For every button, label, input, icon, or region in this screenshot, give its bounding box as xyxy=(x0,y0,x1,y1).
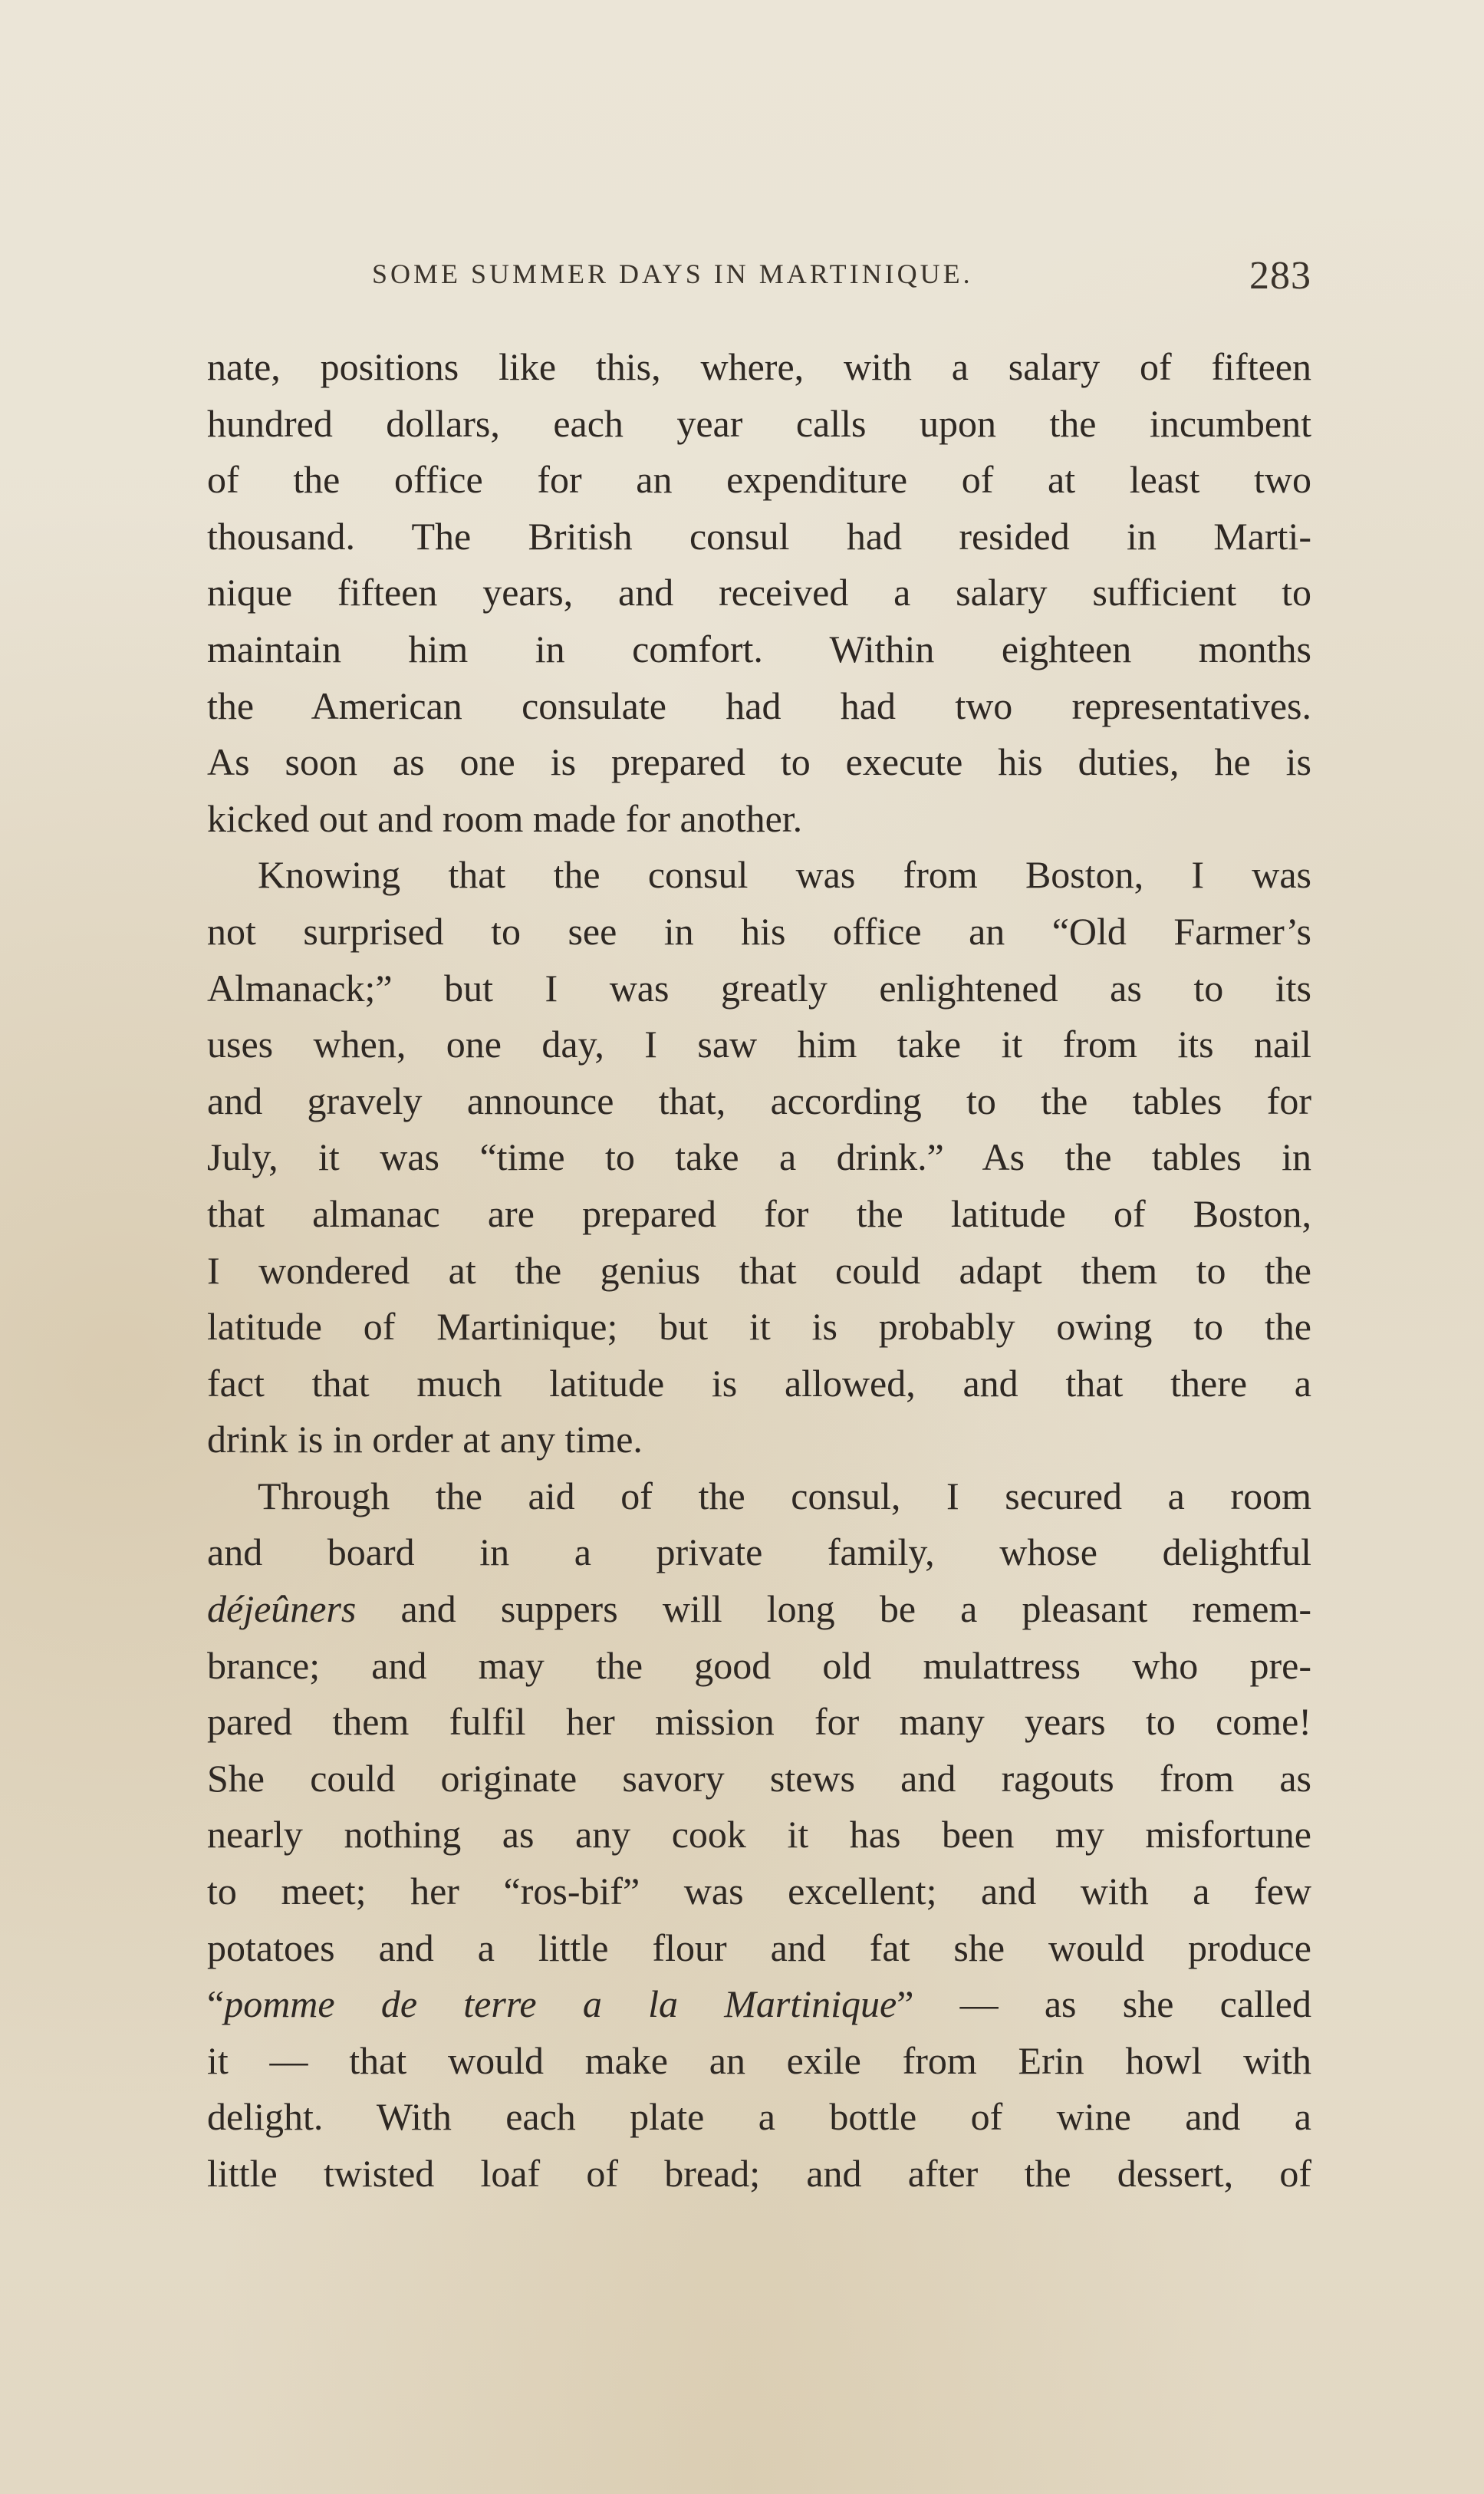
text-line xyxy=(207,1581,1311,1638)
text-line: Knowing that the consul was from Boston, I was xyxy=(258,853,1311,897)
text-run: “ xyxy=(207,1982,225,2026)
text-line: of the office for an expenditure of at least two xyxy=(207,458,1311,502)
text-line: pared them fulfil her mission for many years to come! xyxy=(207,1700,1311,1744)
text-line: As soon as one is prepared to execute his duties, he is xyxy=(207,740,1311,784)
text-line: nate, positions like this, where, with a salary of fifteen xyxy=(207,345,1311,388)
italic-phrase: déjeûners xyxy=(207,1587,357,1631)
page-number: 283 xyxy=(1249,254,1311,298)
text-line: thousand. The British consul had resided in Marti- xyxy=(207,514,1311,558)
text-line: maintain him in comfort. Within eighteen months xyxy=(207,627,1311,670)
text-line: nearly nothing as any cook it has been my misfortune xyxy=(207,1813,1311,1856)
text-line: to meet; her “ros-bif” was excellent; and with a few xyxy=(207,1870,1311,1913)
text-line: fact that much latitude is allowed, and that there a xyxy=(207,1361,1311,1405)
text-run: and suppers will long be a pleasant remem- xyxy=(356,1587,1311,1631)
running-head xyxy=(207,253,1311,299)
text-line: delight. With each plate a bottle of wine and a xyxy=(207,2095,1311,2139)
text-line: Almanack;” but I was greatly enlightened as to its xyxy=(207,966,1311,1010)
text-line: drink is in order at any time. xyxy=(207,1418,643,1461)
text-line: uses when, one day, I saw him take it from its nail xyxy=(207,1023,1311,1066)
text-line: little twisted loaf of bread; and after the dessert, of xyxy=(207,2152,1311,2195)
text-line: that almanac are prepared for the latitude of Boston, xyxy=(207,1191,1311,1235)
text-line xyxy=(207,1976,1311,2033)
running-title: SOME SUMMER DAYS IN MARTINIQUE. xyxy=(372,259,973,289)
text-line: She could originate savory stews and ragouts from as xyxy=(207,1756,1311,1800)
text-line: it — that would make an exile from Erin howl with xyxy=(207,2038,1311,2082)
text-line: kicked out and room made for another. xyxy=(207,796,803,840)
text-line: Through the aid of the consul, I secured a room xyxy=(258,1474,1311,1517)
text-line: brance; and may the good old mulattress who pre- xyxy=(207,1643,1311,1687)
text-line: not surprised to see in his office an “Old Farmer’s xyxy=(207,909,1311,953)
text-line: nique fifteen years, and received a salary sufficient to xyxy=(207,571,1311,614)
text-line: I wondered at the genius that could adapt them to the xyxy=(207,1248,1311,1292)
text-line: latitude of Martinique; but it is probably owing to the xyxy=(207,1305,1311,1349)
text-run: ” — as she called xyxy=(897,1982,1312,2026)
text-line: hundred dollars, each year calls upon the incumbent xyxy=(207,401,1311,445)
text-line: and board in a private family, whose delightful xyxy=(207,1530,1311,1574)
italic-phrase: pomme de terre a la Martinique xyxy=(224,1982,897,2026)
text-line: and gravely announce that, according to the tables for xyxy=(207,1079,1311,1122)
text-line: the American consulate had had two representatives. xyxy=(207,684,1311,727)
body-text xyxy=(207,339,1311,2202)
text-line: July, it was “time to take a drink.” As the tables in xyxy=(207,1135,1311,1179)
text-line: potatoes and a little flour and fat she would produce xyxy=(207,1926,1311,1969)
